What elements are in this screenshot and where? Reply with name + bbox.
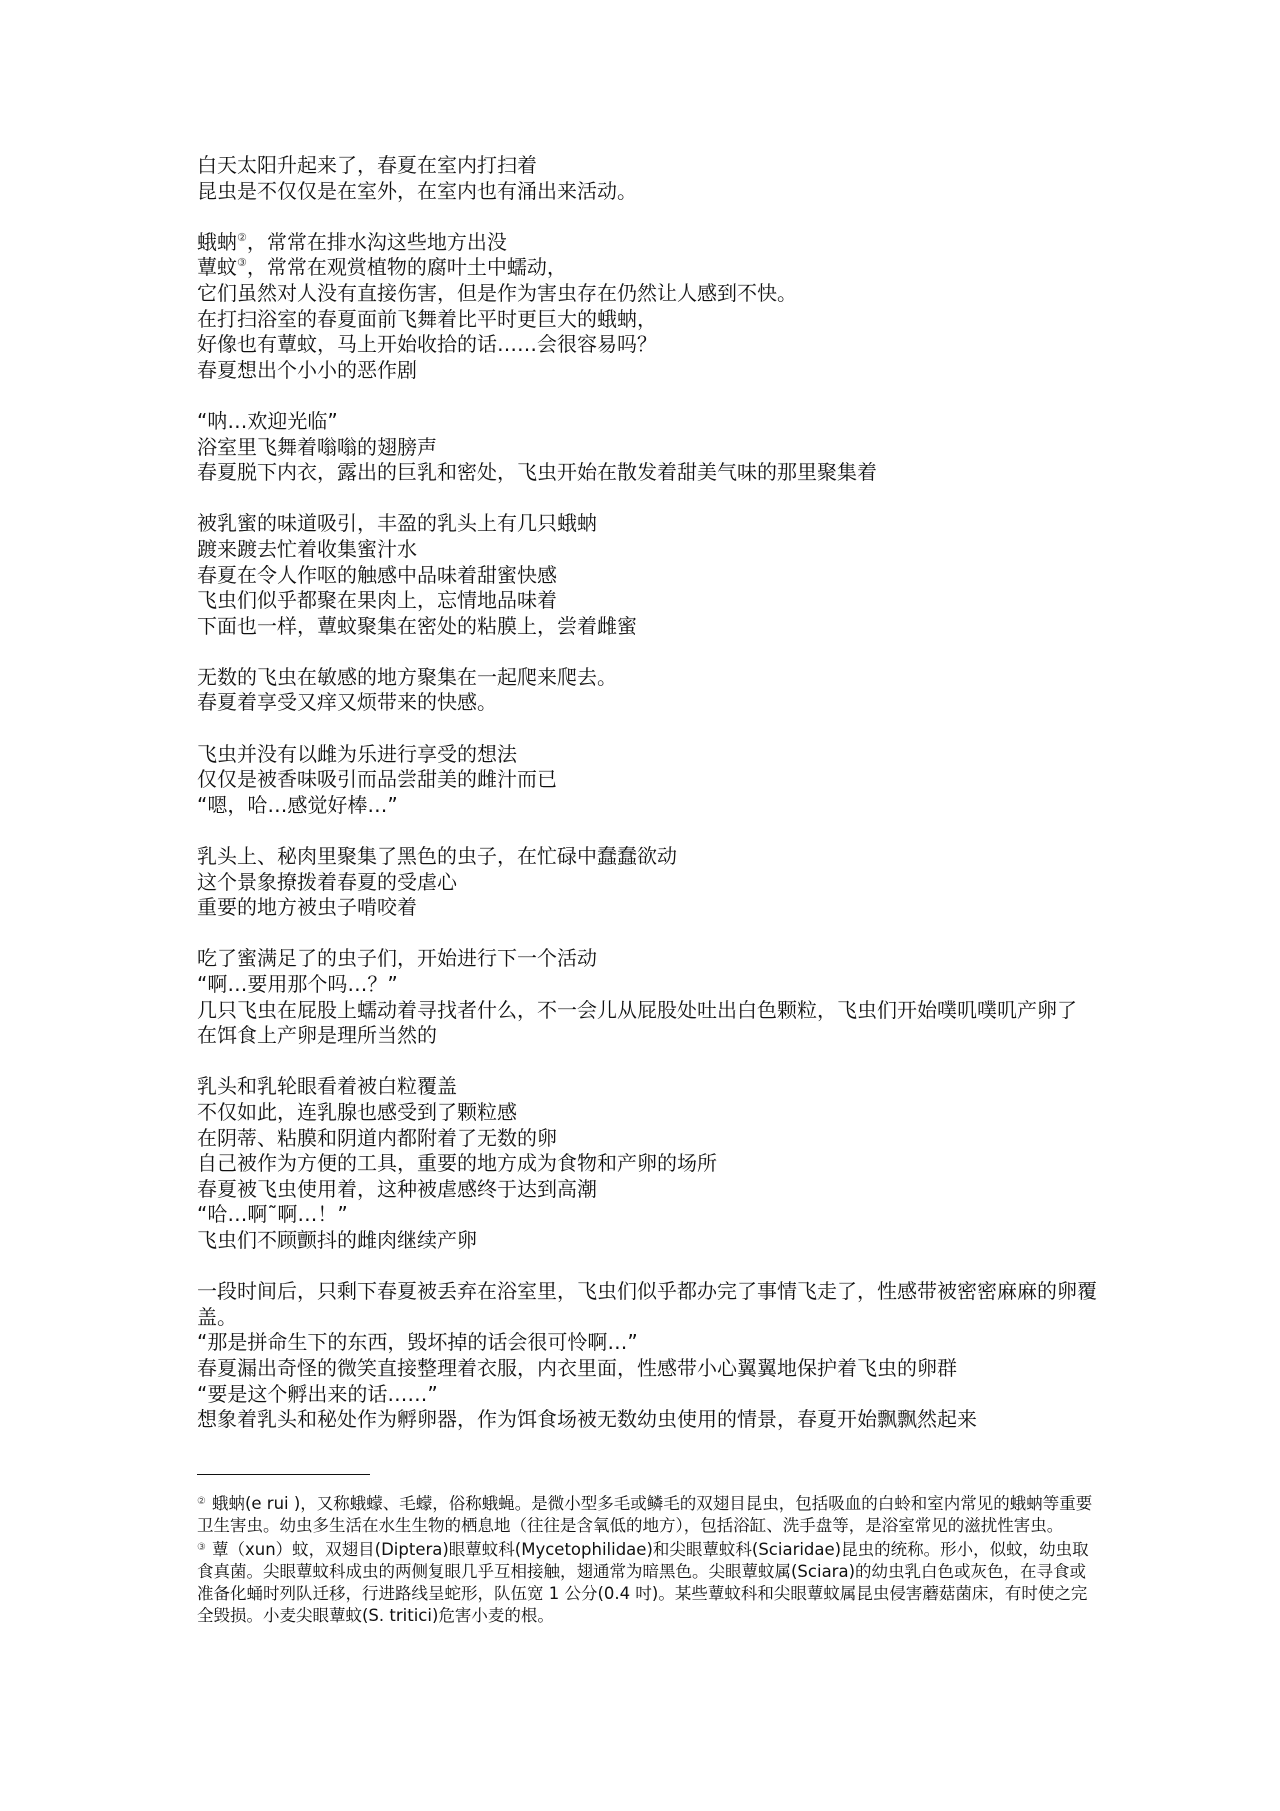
text-line <box>197 793 1102 819</box>
line-text: 仅仅是被香味吸引而品尝甜美的雌汁而已 <box>197 767 557 792</box>
text-line <box>197 1202 1102 1228</box>
text-line <box>197 1228 1102 1254</box>
line-text: 浴室里飞舞着嗡嗡的翅膀声 <box>197 434 437 459</box>
text-line <box>197 435 1102 461</box>
text-line <box>197 409 1102 435</box>
text-line <box>197 1382 1102 1408</box>
text-line <box>197 460 1102 486</box>
paragraph <box>197 665 1102 716</box>
line-text: 这个景象撩拨着春夏的受虐心 <box>197 869 457 894</box>
line-text: 乳头和乳轮眼看着被白粒覆盖 <box>197 1074 457 1099</box>
text-line <box>197 870 1102 896</box>
text-line <box>197 742 1102 768</box>
line-text: “哈…啊˜啊…！” <box>197 1202 348 1227</box>
text-line <box>197 946 1102 972</box>
paragraph <box>197 844 1102 921</box>
paragraph <box>197 511 1102 639</box>
text-line <box>197 972 1102 998</box>
line-text: “啊…要用那个吗…？” <box>197 972 398 996</box>
text-line <box>197 1126 1102 1152</box>
text-line <box>197 690 1102 716</box>
line-text: 飞虫们似乎都聚在果肉上，忘情地品味着 <box>197 588 557 613</box>
line-text: 重要的地方被虫子啃咬着 <box>197 895 417 920</box>
text-line <box>197 1074 1102 1100</box>
line-text: “要是这个孵出来的话……” <box>197 1381 438 1406</box>
text-line <box>197 767 1102 793</box>
text-line <box>197 665 1102 691</box>
line-text: 好像也有蕈蚊，马上开始收拾的话……会很容易吗？ <box>197 332 657 357</box>
line-text: 踱来踱去忙着收集蜜汁水 <box>197 536 417 561</box>
text-line <box>197 1177 1102 1203</box>
text-line <box>197 895 1102 921</box>
text-line <box>197 1356 1102 1382</box>
line-text: 在阴蒂、粘膜和阴道内都附着了无数的卵 <box>197 1125 557 1150</box>
text-line <box>197 511 1102 537</box>
footnote <box>197 1491 1097 1537</box>
line-text: 不仅如此，连乳腺也感受到了颗粒感 <box>197 1099 517 1124</box>
text-line <box>197 614 1102 640</box>
paragraph <box>197 946 1102 1048</box>
line-text: 白天太阳升起来了，春夏在室内打扫着 <box>197 153 537 177</box>
text-line <box>197 358 1102 384</box>
footnote-text: 蛾蚋(e rui )，又称蛾蠓、毛蠓，俗称蛾蝇。是微小型多毛或鳞毛的双翅目昆虫，包括吸血的白蛉和室内常见的蛾蚋等重要卫生害虫。幼虫多生活在水生生物的栖息地（往往是含氧低的地方），包括浴缸、洗手盘等，是浴室常见的滋扰性害虫。 <box>197 1494 1093 1535</box>
footnotes <box>197 1491 1097 1627</box>
line-text: 无数的飞虫在敏感的地方聚集在一起爬来爬去。 <box>197 664 617 689</box>
line-text: 春夏着享受又痒又烦带来的快感。 <box>197 690 497 715</box>
line-text: “呐…欢迎光临” <box>197 408 338 433</box>
line-text: “嗯，哈…感觉好棒…” <box>197 792 398 817</box>
text-line <box>197 255 1102 281</box>
line-text: “那是拼命生下的东西，毁坏掉的话会很可怜啊…” <box>197 1330 638 1355</box>
text-line <box>197 179 1102 205</box>
text-line <box>197 1279 1102 1330</box>
text-line <box>197 998 1102 1024</box>
line-text: 春夏漏出奇怪的微笑直接整理着衣服，内衣里面，性感带小心翼翼地保护着飞虫的卵群 <box>197 1355 957 1380</box>
text-line <box>197 563 1102 589</box>
line-text: 在饵食上产卵是理所当然的 <box>197 1023 437 1048</box>
line-text: 昆虫是不仅仅是在室外，在室内也有涌出来活动。 <box>197 178 637 203</box>
footnote-separator <box>197 1474 370 1475</box>
text-line <box>197 588 1102 614</box>
line-text: ，常常在排水沟这些地方出没 <box>246 229 507 254</box>
text-line <box>197 153 1102 179</box>
text-line <box>197 230 1102 256</box>
line-text: 下面也一样，蕈蚊聚集在密处的粘膜上，尝着雌蜜 <box>197 613 637 638</box>
paragraph <box>197 1279 1102 1433</box>
paragraph <box>197 742 1102 819</box>
footnote-mark: ② <box>197 1496 206 1507</box>
line-text: 想象着乳头和秘处作为孵卵器，作为饵食场被无数幼虫使用的情景，春夏开始飘飘然起来 <box>197 1407 977 1432</box>
text-line <box>197 307 1102 333</box>
footnote-mark: ③ <box>197 1542 206 1553</box>
footnote-anchor-term: 蛾蚋 <box>197 229 237 254</box>
line-text: 它们虽然对人没有直接伤害，但是作为害虫存在仍然让人感到不快。 <box>197 280 797 305</box>
line-text: 几只飞虫在屁股上蠕动着寻找者什么，不一会儿从屁股处吐出白色颗粒，飞虫们开始噗叽噗叽产卵了 <box>197 997 1077 1022</box>
footnote-reference[interactable]: ③ <box>237 256 247 270</box>
paragraph <box>197 1074 1102 1253</box>
paragraph <box>197 153 1102 204</box>
line-text: 自己被作为方便的工具，重要的地方成为食物和产卵的场所 <box>197 1151 717 1176</box>
line-text: 一段时间后，只剩下春夏被丢弃在浴室里，飞虫们似乎都办完了事情飞走了，性感带被密密麻麻的卵覆盖。 <box>197 1279 1097 1329</box>
line-text: 被乳蜜的味道吸引，丰盈的乳头上有几只蛾蚋 <box>197 511 597 536</box>
line-text: 在打扫浴室的春夏面前飞舞着比平时更巨大的蛾蚋， <box>197 306 657 331</box>
line-text: 乳头上、秘肉里聚集了黑色的虫子，在忙碌中蠢蠢欲动 <box>197 844 677 869</box>
text-line <box>197 537 1102 563</box>
footnote <box>197 1537 1097 1627</box>
text-line <box>197 281 1102 307</box>
text-line <box>197 1151 1102 1177</box>
footnote-text: 蕈（xun）蚊，双翅目(Diptera)眼蕈蚊科(Mycetophilidae)和尖眼蕈蚊科(Sciaridae)昆虫的统称。形小，似蚊，幼虫取食真菌。尖眼蕈蚊科成虫的两侧复眼几乎互相接触，翅通常为暗黑色。尖眼蕈蚊属(Sciara)的幼虫乳白色或灰色，在寻食或准备化蛹时列队迁移，行进路线呈蛇形，队伍宽 1 公分(0.4 吋)。某些蕈蚊科和尖眼蕈蚊属昆虫侵害蘑菇菌床，有时使之完全毁损。小麦尖眼蕈蚊(S. tritici)危害小麦的根。 <box>197 1540 1089 1625</box>
line-text: 飞虫们不顾颤抖的雌肉继续产卵 <box>197 1227 477 1252</box>
paragraph <box>197 230 1102 384</box>
text-line <box>197 1023 1102 1049</box>
text-line <box>197 332 1102 358</box>
text-line <box>197 1330 1102 1356</box>
line-text: 春夏脱下内衣，露出的巨乳和密处，飞虫开始在散发着甜美气味的那里聚集着 <box>197 460 877 485</box>
text-line <box>197 1407 1102 1433</box>
line-text: ，常常在观赏植物的腐叶土中蠕动， <box>246 255 567 280</box>
footnote-anchor-term: 蕈蚊 <box>197 255 237 280</box>
line-text: 春夏想出个小小的恶作剧 <box>197 357 417 382</box>
line-text: 春夏在令人作呕的触感中品味着甜蜜快感 <box>197 562 557 587</box>
line-text: 飞虫并没有以雌为乐进行享受的想法 <box>197 741 517 766</box>
footnote-reference[interactable]: ② <box>237 230 247 244</box>
paragraph <box>197 409 1102 486</box>
text-line <box>197 1100 1102 1126</box>
body-text <box>197 153 1102 1458</box>
text-line <box>197 844 1102 870</box>
line-text: 春夏被飞虫使用着，这种被虐感终于达到高潮 <box>197 1176 597 1201</box>
line-text: 吃了蜜满足了的虫子们，开始进行下一个活动 <box>197 946 597 971</box>
